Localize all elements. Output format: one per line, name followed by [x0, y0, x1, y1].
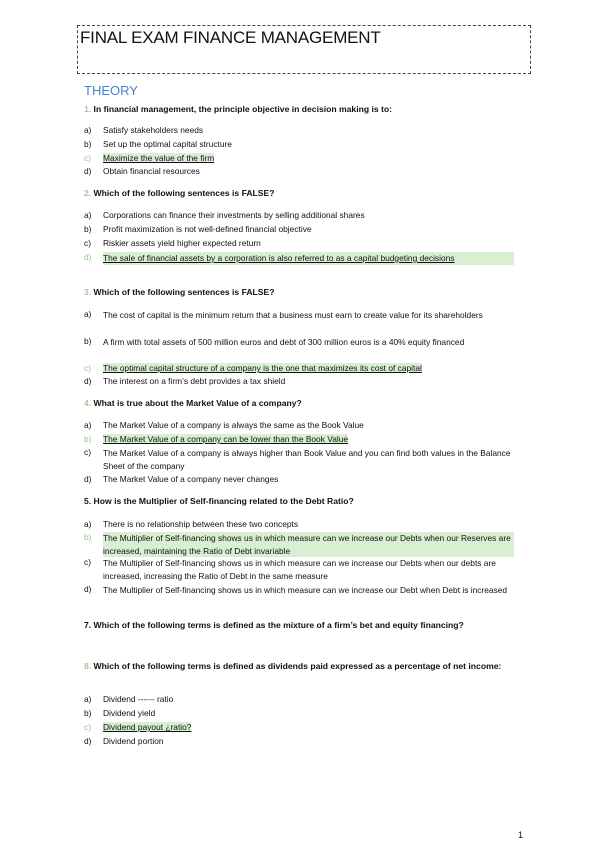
question-number: 5.	[84, 496, 92, 506]
option-2c: c) Riskier assets yield higher expected return	[84, 238, 261, 248]
option-4a: a) The Market Value of a company is always the same as the Book Value	[84, 420, 364, 430]
option-5c: c) The Multiplier of Self-financing shows us in which measure can we increase our Debts when our debts are increased, increasing the Ratio of Debt in the same measure	[84, 557, 496, 581]
question-text: What is true about the Market Value of a company?	[91, 398, 302, 408]
question-2	[84, 185, 524, 202]
question-number: 3.	[84, 287, 92, 297]
option-8a: a) Dividend ------ ratio	[84, 694, 174, 704]
option-1a: a) Satisfy stakeholders needs	[84, 125, 204, 135]
question-7	[84, 617, 524, 634]
question-3	[84, 284, 524, 301]
question-text: Which of the following terms is defined as dividends paid expressed as a percentage of net income:	[91, 661, 502, 671]
question-text: In financial management, the principle objective in decision making is to:	[91, 104, 393, 114]
page-title: FINAL EXAM FINANCE MANAGEMENT	[80, 28, 381, 47]
option-8c-correct: c) Dividend payout ¿ratio?	[84, 722, 192, 732]
option-1b: b) Set up the optimal capital structure	[84, 139, 232, 149]
option-8b: b) Dividend yield	[84, 708, 156, 718]
question-text: Which of the following sentences is FALSE?	[91, 287, 275, 297]
title-box	[77, 25, 531, 74]
question-number: 1.	[84, 104, 92, 114]
question-number: 2.	[84, 188, 92, 198]
option-4c: c) The Market Value of a company is always higher than Book Value and you can find both values in the Balance Sheet of the company	[84, 447, 511, 471]
question-number: 8.	[84, 661, 92, 671]
option-1d: d) Obtain financial resources	[84, 166, 200, 176]
option-8d: d) Dividend portion	[84, 736, 164, 746]
question-1	[84, 101, 524, 118]
option-5d: d) The Multiplier of Self-financing shows us in which measure can we increase our Debt when Debt is increased	[84, 584, 508, 595]
option-3b: b) A firm with total assets of 500 million euros and debt of 300 million euros is a 40% equity financed	[84, 336, 465, 347]
option-2b: b) Profit maximization is not well-defined financial objective	[84, 224, 312, 234]
option-5b-correct: b) The Multiplier of Self-financing shows us in which measure can we increase our Debts when our Reserves are increased, maintaining the Ratio of Debt invariable	[84, 532, 514, 557]
page-number: 1	[518, 830, 524, 840]
question-5	[84, 493, 524, 510]
question-text: Which of the following sentences is FALSE?	[91, 188, 275, 198]
option-5a: a) There is no relationship between these two concepts	[84, 519, 299, 529]
question-number: 4.	[84, 398, 92, 408]
question-4	[84, 395, 524, 412]
option-3d: d) The interest on a firm’s debt provides a tax shield	[84, 376, 286, 386]
option-3a: a) The cost of capital is the minimum return that a business must earn to create value for its shareholders	[84, 309, 483, 320]
option-1c-correct: c) Maximize the value of the firm	[84, 153, 215, 163]
question-8	[84, 658, 524, 675]
question-text: Which of the following terms is defined as the mixture of a firm’s bet and equity financing?	[91, 620, 464, 630]
question-number: 7.	[84, 620, 92, 630]
option-4b-correct: b) The Market Value of a company can be lower than the Book Value	[84, 434, 349, 444]
option-2d-correct: d) The sale of financial assets by a corporation is also referred to as a capital budgeting decisions	[84, 252, 514, 265]
option-4d: d) The Market Value of a company never changes	[84, 474, 279, 484]
section-heading: THEORY	[84, 83, 138, 98]
option-2a: a) Corporations can finance their investments by selling additional shares	[84, 210, 365, 220]
option-3c-correct: c) The optimal capital structure of a company is the one that maximizes its cost of capital	[84, 363, 422, 373]
question-text: How is the Multiplier of Self-financing related to the Debt Ratio?	[91, 496, 354, 506]
